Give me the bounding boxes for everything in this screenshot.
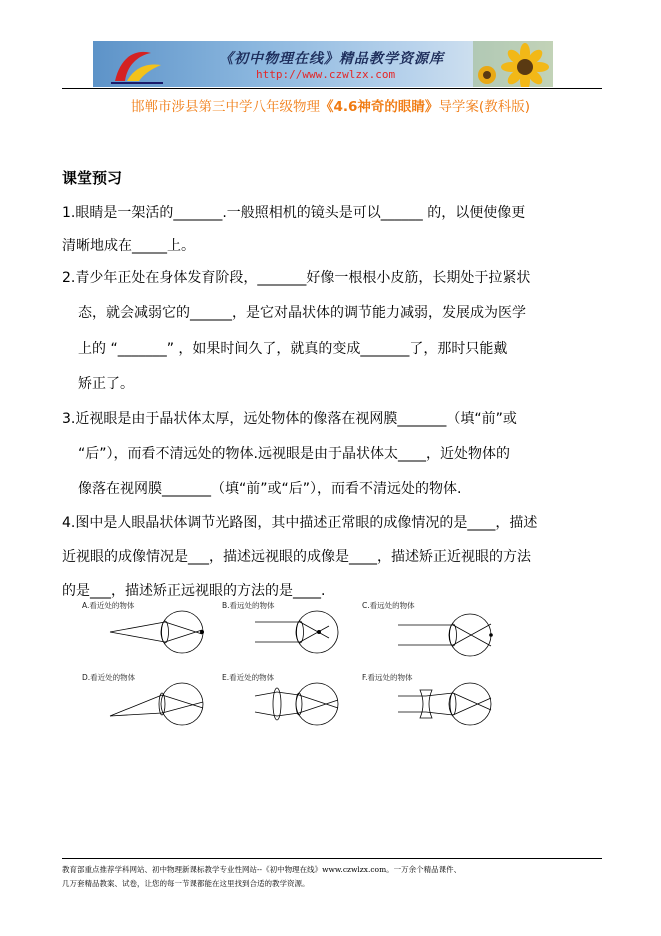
figure-b-label: B.看远处的物体 xyxy=(222,601,275,610)
header-rule xyxy=(62,88,602,89)
banner-title: 《初中物理在线》精品教学资源库 xyxy=(219,51,444,67)
title-prefix: 邯郸市涉县第三中学八年级物理 xyxy=(131,99,321,115)
q3-line3: 像落在视网膜_______（填“前”或“后”），而看不清远处的物体. xyxy=(78,481,462,497)
document-title xyxy=(0,95,661,115)
footer-note xyxy=(62,863,602,891)
banner-url[interactable]: http://www.czwlzx.com xyxy=(256,68,396,81)
q3-line1: 3.近视眼是由于晶状体太厚，远处物体的像落在视网膜_______（填“前”或 xyxy=(62,411,517,427)
q4-line1: 4.图中是人眼晶状体调节光路图，其中描述正常眼的成像情况的是____，描述 xyxy=(62,515,538,531)
header-banner xyxy=(93,41,553,87)
site-logo-icon xyxy=(107,45,167,85)
footer-line1: 教育部重点推荐学科网站、初中物理新课标教学专业性网站--《初中物理在线》www.czwlzx.com。一万余个精品课件、 xyxy=(62,865,462,874)
footer-line2: 几万套精品教案、试卷，让您的每一节课都能在这里找到合适的教学资源。 xyxy=(62,879,310,888)
figure-e-diagram xyxy=(255,680,355,730)
q2-line2: 态，就会减弱它的______，是它对晶状体的调节能力减弱，发展成为医学 xyxy=(78,305,526,321)
section-heading: 课堂预习 xyxy=(62,169,123,187)
title-suffix: 导学案(教科版) xyxy=(438,99,530,115)
q1-line1: 1.眼睛是一架活的_______.一般照相机的镜头是可以______ 的，以便使像更 xyxy=(62,205,526,221)
figure-c-diagram xyxy=(398,610,498,660)
figure-b-diagram xyxy=(255,608,355,658)
figure-e-label: E.看近处的物体 xyxy=(222,673,275,682)
q2-line1: 2.青少年正处在身体发育阶段，_______好像一根根小皮筋，长期处于拉紧状 xyxy=(62,270,531,286)
figure-d-diagram xyxy=(110,680,220,730)
figure-f-diagram xyxy=(398,680,498,730)
q4-line2: 近视眼的成像情况是___，描述远视眼的成像是____，描述矫正近视眼的方法 xyxy=(62,549,531,565)
sunflower-icon xyxy=(473,41,553,87)
q4-line3: 的是___，描述矫正远视眼的方法的是____. xyxy=(62,583,326,599)
q1-line2: 清晰地成在_____上。 xyxy=(62,238,195,254)
figure-d-label: D.看近处的物体 xyxy=(82,673,136,682)
q2-line3: 上的 “_______” ，如果时间久了，就真的变成_______了，那时只能戴 xyxy=(78,341,508,357)
title-book: 《4.6神奇的眼睛》 xyxy=(320,99,439,115)
q3-line2: “后”），而看不清远处的物体.远视眼是由于晶状体太____，近处物体的 xyxy=(78,446,510,462)
figure-a-diagram xyxy=(110,608,220,658)
footer-rule xyxy=(62,858,602,859)
q2-line4: 矫正了。 xyxy=(78,376,134,392)
figure-f-label: F.看远处的物体 xyxy=(362,673,413,682)
figure-a-label: A.看近处的物体 xyxy=(82,601,135,610)
figure-c-label: C.看远处的物体 xyxy=(362,601,415,610)
